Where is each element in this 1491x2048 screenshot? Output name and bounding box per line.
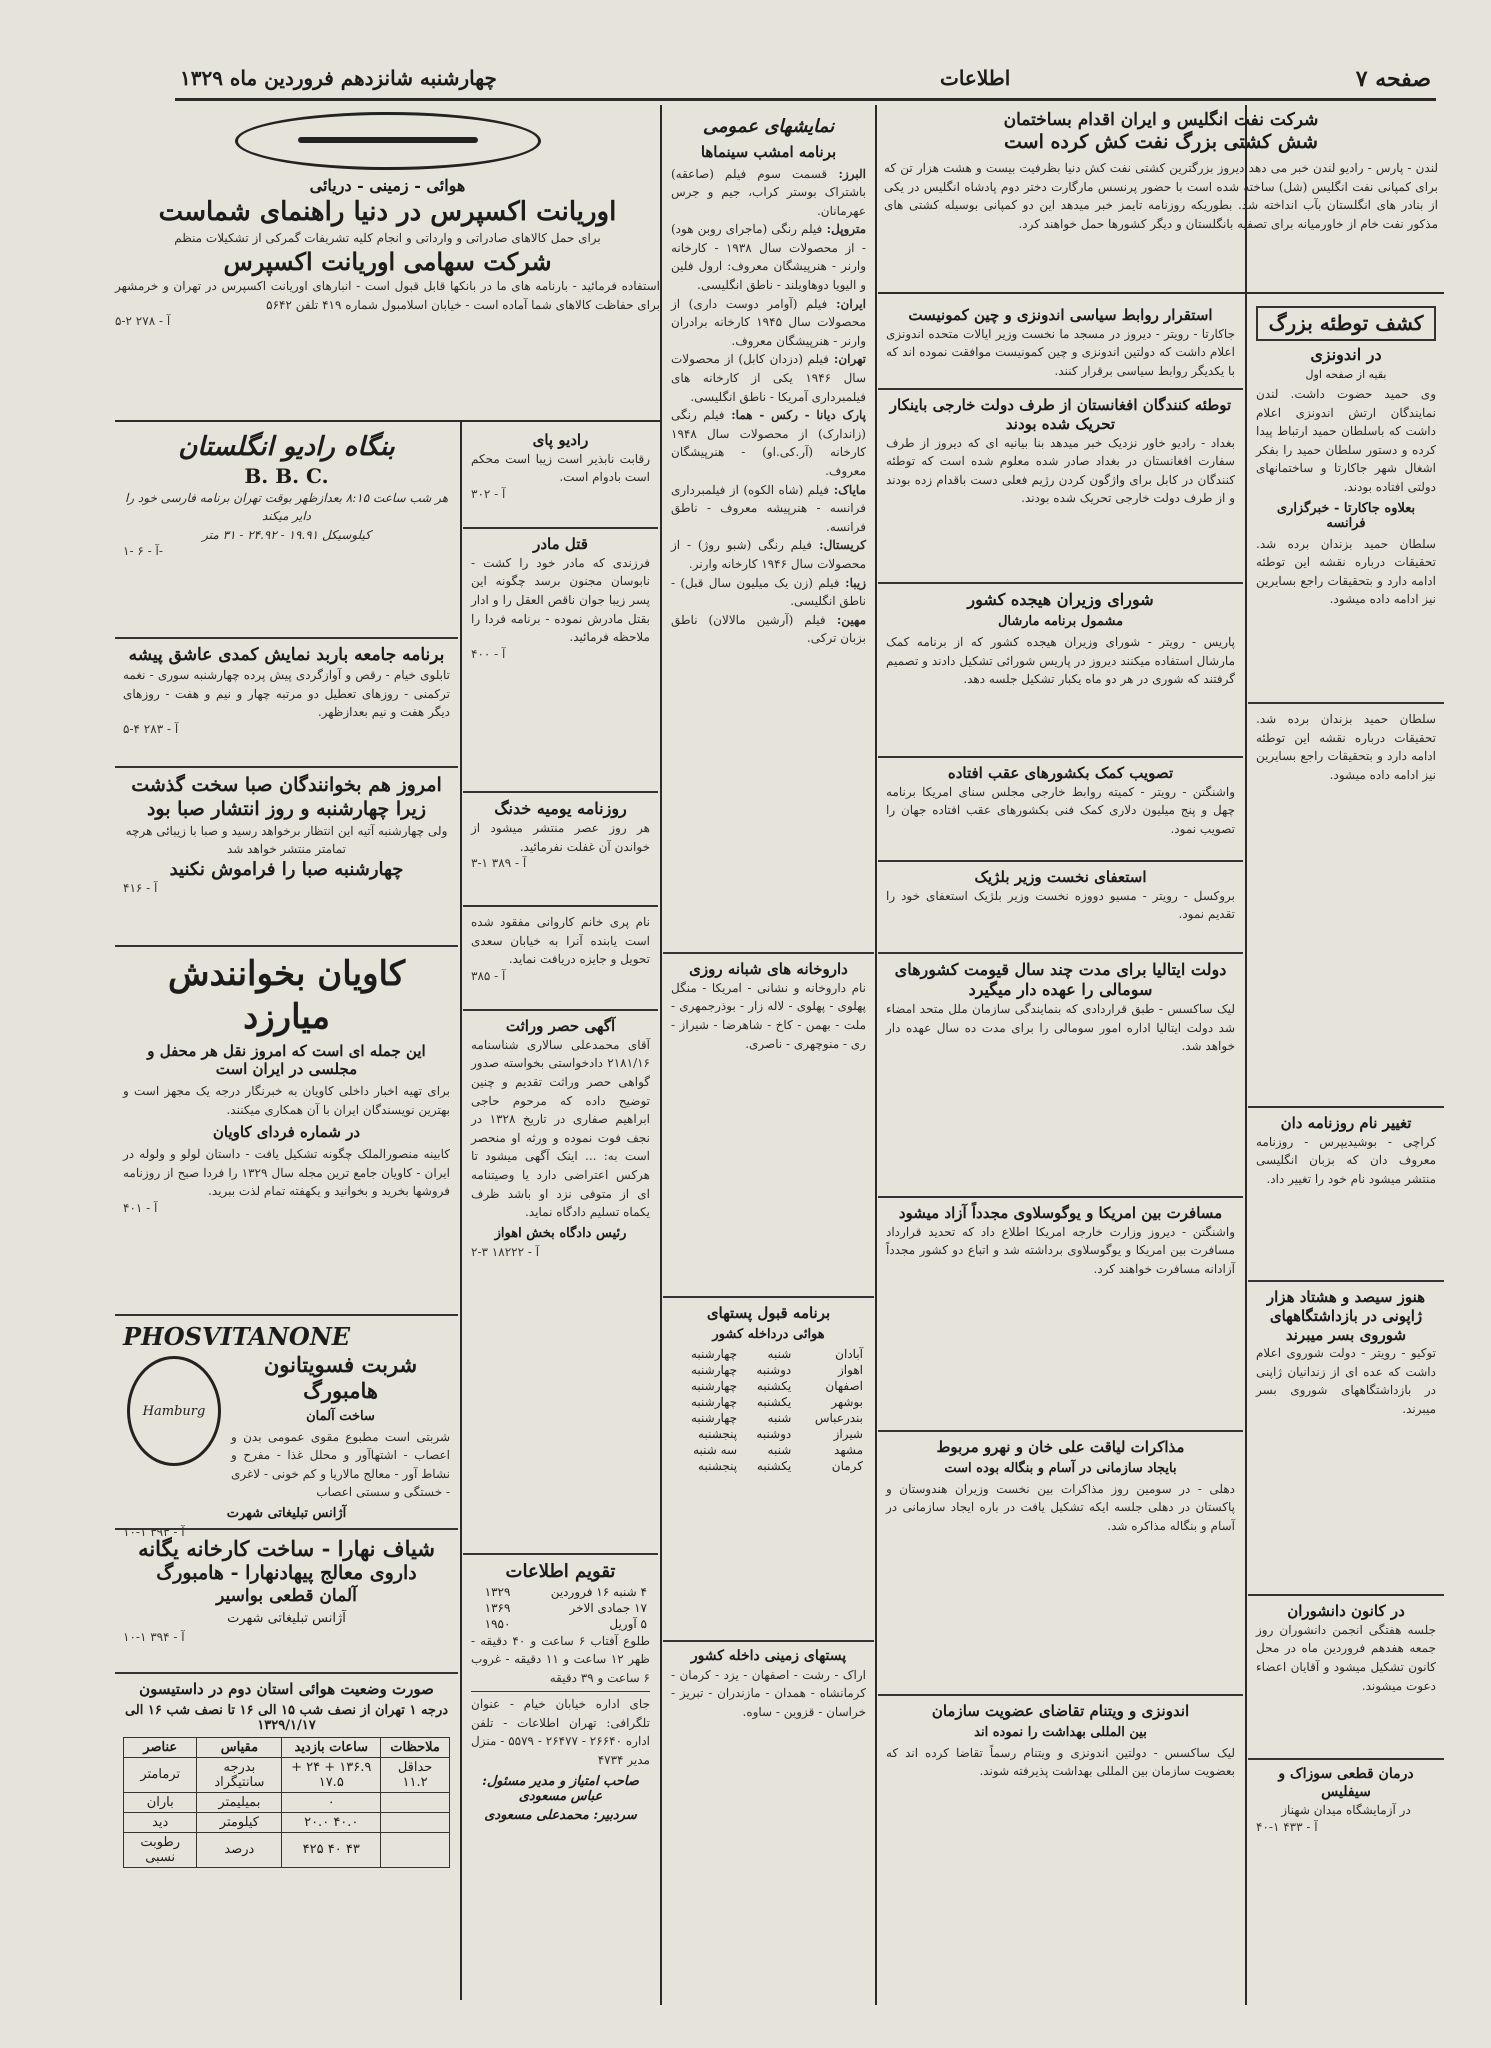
article-body: سلطان حمید بزندان برده شد. تحقیقات درباره نقشه این توطئه ادامه دارد و بتحقیقات راجع بسایرین نیز ادامه داده میشود. — [1256, 712, 1436, 782]
news-column — [878, 300, 1243, 2000]
article-body: لیک ساکسس - دولتین اندونزی و ویتنام رسماً تقاضا کرده اند که بعضویت سازمان بین المللی بهداشت پذیرفته شوند. — [886, 1745, 1235, 1779]
cinema-program: فیلم (شاه الکوه) از فیلمبرداری فرانسه - هنرپیشه معروف - ناطق فرانسه. — [671, 482, 866, 534]
divider — [115, 420, 660, 422]
ad-code: آ - ۴۳۳ ۱-۴۰ — [1256, 1819, 1318, 1834]
section-title: برنامه قبول پستهای — [706, 1304, 831, 1322]
pharmacy-list: نام داروخانه و نشانی - امریکا - منگل پهلوی - پهلوی - لاله زار - بوذرجمهری - ملت - بهمن - کاخ - شاهرضا - شیراز - ری - منوچهری - ناصری. — [671, 980, 866, 1051]
calendar-times: طلوع آفتاب ۶ ساعت و ۴۰ دقیقه - ظهر ۱۲ ساعت و ۱۱ دقیقه - غروب ۶ ساعت و ۳۹ دقیقه — [471, 1633, 651, 1685]
ad-body: هر شب ساعت ۸:۱۵ بعدازظهر بوقت تهران برنامه فارسی خود را داير میکند — [124, 490, 449, 524]
table-cell: شنبه — [767, 1442, 792, 1457]
headline: مذاکرات لیاقت علی خان و نهرو مربوط — [936, 1438, 1185, 1456]
article-body: جاکارتا - رویتر - دیروز در مسجد ما نخست وزیر ایالات متحده اندونزی اعلام داشت که دولتین اندونزی و چین کمونیست موافقت نموده اند که با یکدیگر روابط سیاسی برقرار کنند. — [886, 326, 1235, 378]
article-body: بغداد - رادیو خاور نزدیک خبر میدهد بنا بیانیه ای که دیروز از طرف سفارت افغانستان در بغداد صادر شده معلوم شده است که توطئه کنندگان در کابل برای واژگون کردن رژیم فعلی دست باقدام زده بودند و از طرف دولت خارجی تحریک شده بودند. — [886, 435, 1235, 506]
news-item — [878, 390, 1243, 584]
table-header-row — [124, 1737, 450, 1757]
cinema-program: فیلم (دزدان کابل) از محصولات سال ۱۹۴۶ یکی از کارخانه های فیلمبرداری آمریکا - ناطق انگلیسی. — [671, 352, 866, 404]
news-item — [878, 1198, 1243, 1432]
cinema-item — [671, 611, 866, 648]
table-cell: اهواز — [838, 1362, 863, 1377]
air-post-schedule — [663, 1298, 874, 1642]
article-body: کراچی - بوشیدیپرس - روزنامه معروف دان که بزبان انگلیسی منتشر میشود نام خود را تغییر داد. — [1256, 1134, 1436, 1186]
column-rule — [1245, 105, 1247, 2005]
table-row — [124, 1812, 450, 1832]
cinema-name: ایران: — [827, 296, 866, 311]
left-ads-column — [115, 425, 458, 2005]
ad-title: شیاف نهارا - ساخت کارخانه یگانه — [138, 1536, 435, 1561]
ad-footer: استفاده فرمائید - بارنامه های ما در بانکها قابل قبول است - انبارهای اوریانت اکسپرس در تهران و خرمشهر برای حفاظت کالاهای شما آماده است - خیابان اسلامبول شماره ۴۱۹ تلفن ۵۶۴۲ — [115, 279, 660, 312]
headline: توطئه کنندگان افغانستان از طرف دولت خارجی باینکار تحریک شده بودند — [889, 396, 1232, 433]
subheadline: مشمول برنامه مارشال — [997, 614, 1124, 629]
column-header: عناصر — [124, 1737, 197, 1757]
article-body: پاریس - رویتر - شورای وزیران هیجده کشور که از برنامه کمک مارشال استفاده میکنند دیروز در پاریس شورائی تشکیل دادند و تصمیم گرفتند که شوری در هر دو ماه یکبار تشکیل جلسه دهد. — [886, 635, 1235, 687]
headline: اندونزی و ویتنام تقاضای عضویت سازمان — [931, 1702, 1190, 1720]
ad-body: برای تهیه اخبار داخلی کاویان به خبرنگار درجه یک مجهز است و بهترین نویسندگان ایران با آن همکاری میکنند. — [123, 1084, 450, 1117]
section-subtitle: هوائی درداخله کشور — [712, 1326, 825, 1342]
table-cell: ۵ آوریل — [609, 1616, 647, 1631]
table-cell: رطوبت نسبی — [124, 1832, 197, 1867]
small-ads-column — [463, 425, 658, 2000]
table-row — [671, 1458, 866, 1474]
table-cell: چهارشنبه — [690, 1394, 738, 1409]
weather-subtitle: درجه ۱ تهران از نصف شب ۱۵ الی ۱۶ تا نصف شب ۱۶ الی ۱۳۲۹/۱/۱۷ — [124, 1702, 449, 1733]
table-cell: باران — [124, 1792, 197, 1812]
news-item — [1248, 1596, 1444, 1760]
table-row — [671, 1362, 866, 1378]
table-row — [671, 1346, 866, 1362]
news-item — [878, 954, 1243, 1198]
table-cell: دوشنبه — [756, 1362, 792, 1377]
news-item — [1248, 300, 1444, 704]
table-cell: ۴ شنبه ۱۶ فروردین — [550, 1584, 647, 1599]
section-title: نمایشهای عمومی — [702, 116, 835, 137]
table-row — [124, 1832, 450, 1867]
table-row — [671, 1378, 866, 1394]
ad-code: آ - ۲۷۸ ۲-۵ — [115, 314, 171, 329]
table-cell: بندرعباس — [814, 1410, 863, 1425]
table-cell — [381, 1812, 450, 1832]
ad-subtitle: زیرا چهارشنبه و روز انتشار صبا بود — [146, 797, 427, 820]
weather-report — [115, 1674, 458, 2016]
table-cell: یکشنبه — [756, 1378, 792, 1393]
news-item — [878, 862, 1243, 954]
advertisement — [115, 1316, 458, 1539]
table-cell: پنجشنبه — [698, 1458, 738, 1473]
ad-body: نام پری خانم کاروانی مفقود شده است یابنده آنرا به خیابان سعدی تحویل و جایزه دریافت نماید. — [471, 915, 650, 967]
headline: تصویب کمک بکشورهای عقب افتاده — [947, 764, 1174, 782]
table-cell: دوشنبه — [756, 1426, 792, 1441]
ad-body: آلمان قطعی بواسیر — [216, 1586, 357, 1606]
ad-company: شرکت سهامی اوریانت اکسپرس — [223, 247, 552, 277]
headline: مسافرت بین امریکا و یوگوسلاوی مجدداً آزاد میشود — [898, 1204, 1223, 1222]
ad-code: آ - ۳۰۲ — [471, 486, 506, 501]
ad-footer: چهارشنبه صبا را فراموش نکنید — [169, 858, 404, 880]
ad-code: آ - ۴۱۶ — [123, 881, 158, 896]
ad-body: آقای محمدعلی سالاری شناسنامه ۲۱۸۱/۱۶ دادخواستی بخواسته صدور گواهی حصر وراثت تقدیم و چنین توضیح داده که مرحوم حاجی ابراهیم صفاری در تاریخ ۱۳۲۸ در نجف فوت نموده و ورثه او منحصر است به: ... اینک آگهی میشود تا هرکس اعتراضی دارد یا وصیتنامه ای از متوفی نزد او باشد ظرف یکماه تسلیم دادگاه نماید. — [471, 1037, 650, 1220]
table-cell: مشهد — [834, 1442, 863, 1457]
masthead-rule — [175, 98, 1436, 101]
ad-tagline: هوائی - زمینی - دریائی — [309, 176, 466, 195]
cinema-program: فیلم (زن یک میلیون سال قبل) - ناطق انگلیسی. — [671, 575, 866, 609]
weather-title: صورت وضعیت هوائی استان دوم در داستیسون — [139, 1680, 434, 1698]
section-title: پستهای زمینی داخله کشور — [690, 1648, 847, 1664]
ad-body: هر روز عصر منتشر میشود از خواندن آن غفلت نفرمائید. — [471, 821, 650, 854]
ad-code: آ - ۳۹۳ ۱-۱۰ — [123, 1524, 185, 1539]
cinema-program: فیلم رنگی (ماجرای روبن هود) - از محصولات سال ۱۹۳۸ - کارخانه وارنر - هنرپیشگان معروف: ارول فلین و الیویا دوهاویلند - ناطق انگلیسی. — [671, 222, 866, 293]
cinema-item — [671, 220, 866, 294]
ad-body: رقابت نابذیر است زیبا است محکم است بادوام است. — [471, 451, 650, 485]
news-item — [878, 1696, 1243, 1898]
ad-latin-name: PHOSVITANONE — [123, 1322, 351, 1351]
column-header: مقیاس — [197, 1737, 282, 1757]
column-header: ساعات بازدید — [282, 1737, 381, 1757]
ad-title: روزنامه یومیه خدنگ — [494, 799, 627, 818]
table-cell: شیراز — [833, 1426, 863, 1441]
headline: استعفای نخست وزیر بلژیک — [974, 868, 1147, 886]
ad-body: در آزمایشگاه میدان شهناز — [1281, 1803, 1411, 1817]
cinema-name: مهین: — [825, 612, 867, 627]
cinema-program: قسمت سوم فیلم (صاعقه) باشتراک بوستر کراب، جیم و جرس عهرمانان. — [671, 166, 866, 218]
cinema-item — [671, 574, 866, 611]
table-cell: ۱۷ جمادی الاخر — [569, 1600, 647, 1615]
table-cell: درصد — [197, 1832, 282, 1867]
article-body: توکیو - رویتر - دولت شوروی اعلام داشت که عده ای از زندانیان ژاپنی در بازداشتگاههای شوروی بسر میبرند. — [1256, 1346, 1436, 1417]
logo-text: Hamburg — [142, 1403, 206, 1419]
ad-code: آ - ۲۸۳ ۴-۵ — [123, 722, 179, 737]
table-cell: بدرجه سانتیگراد — [197, 1757, 282, 1792]
ad-code: آ - ۳۹۴ ۱-۱۰ — [123, 1630, 185, 1645]
table-cell — [381, 1792, 450, 1812]
calendar-title: تقویم اطلاعات — [505, 1561, 616, 1582]
ad-body: کابینه منصورالملک چگونه تشکیل یافت - داستان لولو و ولوله در ایران - کاویان جامع ترین مجله سال ۱۳۲۹ را فردا صبح از روزنامه فروشها بخرید و بخوانید و یکهفته تمام لذت ببرید. — [123, 1147, 450, 1199]
office-address: جای اداره خیابان خیام - عنوان تلگرافی: تهران اطلاعات - تلفن اداره ۲۶۶۴۰ - ۲۶۴۷۷ - ۵۵۷۹ - منزل مدیر ۴۷۳۴ — [471, 1691, 650, 1769]
page-number: صفحه ۷ — [1355, 66, 1431, 92]
headline: تغییر نام روزنامه دان — [1280, 1114, 1412, 1132]
cinema-program: فیلم رنگی (شبو روژ) - از محصولات سال ۱۹۴۶ کارخانه وارنر. — [671, 538, 866, 571]
table-cell: اصفهان — [825, 1378, 863, 1393]
ad-title: کاویان بخوانندش میارزد — [167, 954, 406, 1037]
ad-body: فرزندی که مادر خود را کشت - نابوسان مجنون برسد چگونه این پسر زیبا جوان ناقص العقل را و ادار بقتل مادرش نموده - برنامه فردا را ملاحظه فرمائید. — [471, 555, 650, 645]
headline: در کانون دانشوران — [1287, 1602, 1405, 1620]
article-body: لندن - پارس - رادیو لندن خبر می دهد دیروز بزرگترین کشتی نفت کش دنیا بظرفیت بیست و هشت هزار تن که برای کمپانی نفت انگلیس (شل) ساخته شده است با حضور پرنسس مارگارت دختر دوم پادشاه انگلیس در یکی از بنادر های انگلستان بآب انداخته شد. بطوریکه روزنامه تایمز خبر میدهد این دو کمپانی بوسیله کشتی های مذکور نفت خام از خاورمیانه برای تصفیه بانگلستان و دیگر کشورها حمل خواهند کرد. — [884, 161, 1438, 231]
table-cell: چهارشنبه — [690, 1378, 738, 1393]
table-cell: یکشنبه — [756, 1458, 792, 1473]
table-row — [124, 1792, 450, 1812]
cinema-item — [671, 481, 866, 537]
table-cell: حداقل ۱۱.۲ — [381, 1757, 450, 1792]
top-ad — [115, 110, 660, 420]
table-row — [671, 1426, 866, 1442]
table-cell: شنبه — [767, 1346, 792, 1361]
publisher-line: صاحب امتیاز و مدیر مسئول: عباس مسعودی — [482, 1773, 639, 1804]
headline: هنوز سیصد و هشتاد هزار ژاپونی در بازداشتگاههای شوروی بسر میبرند — [1266, 1288, 1426, 1344]
ad-subtitle: ساخت آلمان — [306, 1408, 375, 1424]
table-cell: یکشنبه — [756, 1394, 792, 1409]
post-table — [671, 1346, 866, 1474]
column-rule — [875, 105, 877, 2005]
table-cell: بمیلیمتر — [197, 1792, 282, 1812]
news-item — [1248, 1108, 1444, 1282]
article-body: لیک ساکسس - طبق قراردادی که بنمایندگی سازمان ملل متحد امضاء شد دولت ایتالیا اداره امور سومالی را برای مدت ده سال عهده دار خواهد شد. — [886, 1002, 1235, 1054]
weather-table — [123, 1737, 450, 1868]
ad-frequency: کیلوسیکل ۱۹.۹۱ - ۲۴.۹۲ - ۳۱ متر — [202, 527, 371, 542]
editor-line: سردبیر: محمدعلی مسعودی — [484, 1807, 637, 1823]
ad-agency: آژانس تبلیغاتی شهرت — [227, 1611, 346, 1627]
table-cell: ۱۳۶۹ — [484, 1600, 511, 1615]
ad-subtitle: این جمله ای است که امروز نقل هر محفل و مجلسی در ایران است — [147, 1042, 426, 1078]
table-cell: ۱۳۲۹ — [484, 1584, 511, 1599]
ad-subtitle: داروی معالج پیهادنهارا - هامبورگ — [156, 1562, 417, 1585]
ad-title: بنگاه رادیو انگلستان — [178, 432, 395, 462]
headline: شرکت نفت انگلیس و ایران اقدام بساختمان — [1003, 110, 1319, 130]
cinema-item — [671, 295, 866, 351]
table-row — [471, 1616, 650, 1632]
cinema-program: فیلم (آرشین مالالان) ناطق بزبان ترکی. — [671, 612, 866, 646]
advertisement — [463, 529, 658, 793]
ad-title: درمان قطعی سوزاک و سیفلیس — [1278, 1766, 1414, 1800]
cinema-item — [671, 165, 866, 221]
news-item — [1248, 704, 1444, 1108]
article-body: وی حمید حضوت داشت. لندن نمایندگان ارتش اندونزی اعلام داشت که باسلطان حمید ارتباط پیدا کرده و دستور سلطان حمید را بفکر اشغال شهر جاکارتا و ساختمانهای دولتی افتاده بودند. — [1256, 387, 1436, 494]
cinema-name: کریستال: — [812, 538, 866, 553]
ad-title: قتل مادر — [533, 535, 588, 553]
ad-title: برنامه جامعه باربد نمایش کمدی عاشق پیشه — [128, 645, 445, 665]
subheadline: بعلاوه جاکارتا - خبرگزاری فرانسه — [1276, 500, 1416, 531]
table-cell: دید — [124, 1812, 197, 1832]
cinema-name: مایاک: — [828, 482, 866, 497]
ad-title: اوریانت اکسپرس در دنیا راهنمای شماست — [158, 197, 617, 227]
table-cell: پنجشنبه — [698, 1426, 738, 1441]
ad-code: آ - ۱۸۲۲۲ ۳-۲ — [471, 1244, 540, 1259]
table-row — [124, 1757, 450, 1792]
ad-agency: آژانس تبلیغاتی شهرت — [226, 1505, 347, 1521]
ad-code: آ - ۳۸۵ — [471, 968, 506, 983]
news-item — [878, 1432, 1243, 1696]
pharmacy-listings — [663, 954, 874, 1298]
ad-code: آ - ۶ -۱- — [123, 544, 163, 559]
top-story — [878, 110, 1444, 290]
table-cell: ۴۳ ۴۰ ۴۲۵ — [282, 1832, 381, 1867]
cinema-program: فیلم رنگی (زاندارک) از محصولات سال ۱۹۴۸ کارخانه (آر.کی.او) - هنرپیشگان معروف. — [671, 408, 866, 478]
news-item — [878, 584, 1243, 758]
advertisement — [463, 425, 658, 529]
ad-title: شربت فسویتانون هامبورگ — [263, 1352, 418, 1404]
table-cell: چهارشنبه — [690, 1410, 738, 1425]
ad-latin-name: B. B. C. — [244, 463, 329, 488]
land-post-list: اراک - رشت - اصفهان - یزد - کرمان - کرمانشاه - همدان - مازندران - تبریز - خراسان - قزوین - ساوه. — [671, 1667, 866, 1719]
ad-code: آ - ۴۰۰ — [471, 646, 506, 661]
article-body: سلطان حمید بزندان برده شد. تحقیقات درباره نقشه این توطئه ادامه دارد و بتحقیقات راجع بسایرین نیز ادامه داده میشود. — [1256, 536, 1436, 607]
cinema-name: البرز: — [827, 166, 866, 181]
divider — [878, 292, 1444, 294]
advertisement — [1248, 1760, 1444, 1852]
table-cell — [381, 1832, 450, 1867]
legal-notice — [463, 1011, 658, 1555]
advertisement — [115, 639, 458, 768]
table-cell: ترمامتر — [124, 1757, 197, 1792]
advertisement — [115, 768, 458, 947]
section-title: داروخانه های شبانه روزی — [689, 960, 848, 978]
news-item — [1248, 1282, 1444, 1596]
advertisement — [115, 425, 458, 639]
ad-body: تابلوی خیام - رقص و آوازگردی پیش پرده چهارشنبه سوری - نغمه ترکمنی - روزهای تعطیل دو مرتبه چهار و نیم و هفت - روزهای دیگر هفت و نیم بعدازظهر. — [123, 668, 450, 720]
continuation-note: بقیه از صفحه اول — [1305, 368, 1387, 381]
table-cell: ۰ — [282, 1792, 381, 1812]
cinema-item — [671, 350, 866, 406]
table-row — [471, 1600, 650, 1616]
ad-signature: رئیس دادگاه بخش اهواز — [494, 1225, 627, 1241]
subheadline: بین المللی بهداشت را نموده اند — [974, 1724, 1147, 1740]
advertisement — [115, 1530, 458, 1674]
table-row — [671, 1442, 866, 1458]
table-cell: ۴۰.۰ ۲۰.۰ — [282, 1812, 381, 1832]
headline: شورای وزیران هیجده کشور — [967, 590, 1154, 609]
ad-title: امروز هم بخوانندگان صبا سخت گذشت — [131, 774, 442, 796]
section-subtitle: برنامه امشب سینماها — [700, 142, 837, 161]
article-body: واشنگتن - رویتر - کمیته روابط خارجی مجلس سنای امریکا برنامه چهل و پنج میلیون دلاری کمک فنی بکشورهای عقب افتاده جهان را تصویب نمود. — [886, 784, 1235, 836]
headline: دولت ایتالیا برای مدت چند سال قیومت کشورهای سومالی را عهده دار میگیرد — [894, 960, 1227, 999]
cinema-program: فیلم (آوامر دوست داری) از محصولات سال ۱۹۴۵ کارخانه برادران وارنر - هنرپیشگان معروف. — [671, 296, 866, 348]
cinema-list — [671, 165, 866, 648]
article-body: جلسه هفتگی انجمن دانشوران روز جمعه هفدهم فروردین ماه در محل کانون تشکیل میشود و آقایان اعضاء دعوت میشوند. — [1256, 1622, 1436, 1693]
subheadline: شش کشتی بزرگ نفت کش کرده است — [1004, 131, 1318, 154]
article-body: دهلی - در سومین روز مذاکرات بین نخست وزیران هندوستان و پاکستان در دهلی جلسه ایکه تشکیل یافت در باره ایجاد سازمانی در آسام و بنگاله مذاکره شد. — [886, 1481, 1235, 1533]
calendar-table — [471, 1584, 650, 1632]
cinema-item — [671, 536, 866, 573]
column-rule — [460, 420, 462, 2000]
table-cell: شنبه — [767, 1410, 792, 1425]
cinema-name: پارک دیانا - رکس - هما: — [724, 408, 866, 423]
table-row — [471, 1584, 650, 1600]
ad-code: آ - ۳۸۹ ۱-۳ — [471, 856, 527, 871]
issue-date: چهارشنبه شانزدهم فروردین ماه ۱۳۲۹ — [180, 66, 497, 90]
table-cell: ۱۹۵۰ — [484, 1616, 511, 1631]
headline: استقرار روابط سیاسی اندونزی و چین کمونیست — [908, 306, 1213, 324]
subheadline: بایجاد سازمانی در آسام و بنگاله بوده است — [944, 1460, 1177, 1476]
headline: کشف توطئه بزرگ — [1256, 306, 1436, 341]
table-cell: آبادان — [835, 1346, 863, 1361]
ad-body: برای حمل کالاهای صادراتی و وارداتی و انجام کلیه تشریفات گمرکی از تشکیلات منظم — [174, 230, 601, 245]
ad-body: شربتی است مطبوع مقوی عمومی بدن و اعصاب - اشتهاآور و محلل غذا - مفرح و نشاط آور - معالج مالاریا و کم خونی - لاغری - خستگی و سستی اعصاب — [231, 1429, 450, 1500]
column-header: ملاحظات — [381, 1737, 450, 1757]
land-post-schedule — [663, 1642, 874, 1984]
ad-subtitle: در شماره فردای کاویان — [212, 1123, 361, 1142]
advertisement — [115, 947, 458, 1316]
hamburg-globe-logo — [127, 1356, 221, 1466]
table-cell: چهارشنبه — [690, 1346, 738, 1361]
ad-title: رادیو پای — [532, 431, 589, 449]
paper-name: اطلاعات — [940, 66, 1011, 90]
table-cell: چهارشنبه — [690, 1362, 738, 1377]
table-row — [671, 1394, 866, 1410]
ad-code: آ - ۴۰۱ — [123, 1200, 158, 1215]
cinema-listings — [663, 110, 874, 954]
calendar — [463, 1555, 658, 1897]
orient-express-logo — [235, 112, 541, 170]
news-item — [878, 300, 1243, 390]
column-rule — [660, 105, 662, 2005]
masthead — [180, 58, 1431, 98]
subheadline: در اندونزی — [1310, 345, 1382, 364]
cinema-name: تهران: — [828, 352, 866, 367]
table-cell: ۱۳۶.۹ + ۲۴ + ۱۷.۵ — [282, 1757, 381, 1792]
cinema-item — [671, 406, 866, 480]
table-cell: کرمان — [831, 1458, 863, 1473]
news-item — [878, 758, 1243, 862]
table-cell: بوشهر — [831, 1394, 863, 1409]
right-column — [1248, 300, 1444, 2000]
ad-body: ولی چهارشنبه آتیه این انتظار برخواهد رسید و صبا با زیبائی هرچه تمامتر منتشر خواهد شد — [125, 823, 448, 857]
advertisement — [463, 907, 658, 1011]
announcements-column — [663, 110, 874, 2000]
cinema-name: متروپل: — [822, 222, 866, 237]
advertisement — [463, 793, 658, 907]
article-body: واشنگتن - دیروز وزارت خارجه امریکا اطلاع داد که تحدید قرارداد مسافرت بین امریکا و یوگوسلاوی برداشته شد و اتباع دو کشور مجدداً آزادانه مسافرت خواهند کرد. — [886, 1224, 1235, 1276]
table-cell: کیلومتر — [197, 1812, 282, 1832]
table-cell: سه شنبه — [693, 1442, 738, 1457]
table-row — [671, 1410, 866, 1426]
article-body: بروکسل - رویتر - مسیو دووزه نخست وزیر بلژیک استعفای خود را تقدیم نمود. — [886, 888, 1235, 922]
cinema-name: زیبا: — [839, 575, 866, 590]
ad-title: آگهی حصر وراثت — [505, 1017, 616, 1035]
